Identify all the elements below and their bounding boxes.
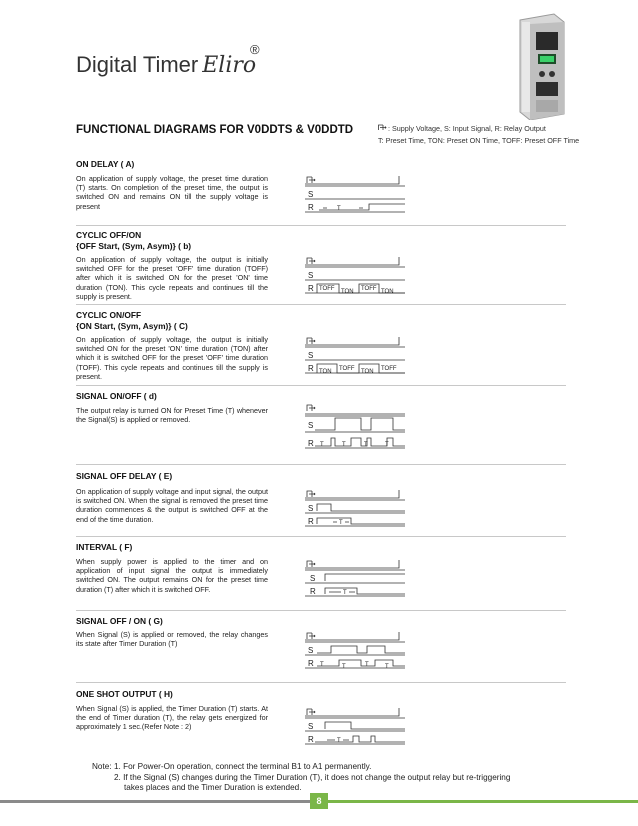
supply-voltage-icon xyxy=(378,123,388,135)
diagram-label-s: S xyxy=(308,190,314,199)
mode-desc-f: When supply power is applied to the timer and on application of input signal the output is immediately switched ON. The output remains ON for the preset time duration (T) after which it is switched OFF. xyxy=(76,557,268,594)
diagram-label-s: S xyxy=(308,271,314,280)
mode-title-f: INTERVAL ( F) xyxy=(76,542,133,552)
mode-title-d: SIGNAL ON/OFF ( d) xyxy=(76,391,157,401)
timing-diagram-g xyxy=(305,628,405,672)
supply-voltage-icon xyxy=(307,338,315,344)
mode-desc-e: On application of supply voltage and input signal, the output is switched ON. When the signal is removed the preset time duration commences & the output is switched OFF at the end of the time duration. xyxy=(76,487,268,524)
divider xyxy=(76,682,566,683)
diagram-label-t: T xyxy=(320,442,324,448)
diagram-label-t: T xyxy=(342,664,346,670)
diagram-label-t: T xyxy=(364,442,368,448)
diagram-label-s: S xyxy=(310,574,316,583)
brand-name: Digital Timer xyxy=(76,52,199,77)
brand-title xyxy=(76,52,256,78)
mode-title-h: ONE SHOT OUTPUT ( H) xyxy=(76,689,173,699)
diagram-label-t: T xyxy=(342,442,346,448)
mode-desc-g: When Signal (S) is applied or removed, the relay changes its state after Timer Duration (T) xyxy=(76,630,268,649)
diagram-label-ton: TON xyxy=(361,369,374,375)
timing-diagram-c xyxy=(305,333,405,377)
divider xyxy=(76,464,566,465)
diagram-label-ton: TON xyxy=(341,289,354,295)
diagram-label-s: S xyxy=(308,646,314,655)
page-number: 8 xyxy=(310,793,328,809)
diagram-label-t: T xyxy=(339,520,343,526)
divider xyxy=(76,610,566,611)
mode-desc-h: When Signal (S) is applied, the Timer Duration (T) starts. At the end of Timer duration (T), the relay gets energized for approximately 1 sec.(Refer Note : 2) xyxy=(76,704,268,732)
diagram-label-r: R xyxy=(308,284,314,293)
divider xyxy=(76,385,566,386)
mode-desc-b: On application of supply voltage, the output is initially switched OFF for the preset 'OFF' time duration (TOFF) after which it is switched ON for the preset 'ON' time duration (TON). This cycle repeats and continues till the supply is present. xyxy=(76,255,268,301)
diagram-label-toff: TOFF xyxy=(319,286,335,292)
registered-mark: ® xyxy=(250,42,260,57)
footer-rule-right xyxy=(328,800,638,803)
mode-desc-c: On application of supply voltage, the output is initially switched ON for the preset 'ON' time duration (TON) after which it is switched OFF for the preset 'OFF' time duration (TOFF). This cycle repeats and continues till the supply is present. xyxy=(76,335,268,381)
diagram-label-r: R xyxy=(308,203,314,212)
diagram-label-ton: TON xyxy=(381,289,394,295)
diagram-label-toff: TOFF xyxy=(361,286,377,292)
brand-script-logo: Eliro xyxy=(202,53,257,78)
footer-rule-left xyxy=(0,800,310,803)
diagram-label-r: R xyxy=(308,659,314,668)
mode-title-c: CYCLIC ON/OFF xyxy=(76,310,142,320)
diagram-label-toff: TOFF xyxy=(381,366,397,372)
diagram-label-t: T xyxy=(337,206,341,212)
mode-subtitle-b: {OFF Start, (Sym, Asym)} ( b) xyxy=(76,241,192,251)
mode-subtitle-c: {ON Start, (Sym, Asym)} ( C) xyxy=(76,321,188,331)
diagram-label-r: R xyxy=(308,364,314,373)
supply-voltage-icon xyxy=(307,258,315,264)
supply-voltage-icon xyxy=(307,633,315,639)
timing-diagram-e xyxy=(305,486,405,530)
diagram-label-r: R xyxy=(310,587,316,596)
legend xyxy=(378,123,579,147)
timing-diagram-d xyxy=(305,400,405,452)
note-2-continued: takes places and the Timer Duration is extended. xyxy=(124,783,302,792)
mode-title-b: CYCLIC OFF/ON xyxy=(76,230,142,240)
supply-voltage-icon xyxy=(307,561,315,567)
diagram-label-t: T xyxy=(385,442,389,448)
timing-diagram-f xyxy=(305,556,405,600)
timing-diagram-h xyxy=(305,704,405,748)
note-2: 2. If the Signal (S) changes during the Timer Duration (T), it does not change the output relay but re-triggering xyxy=(114,773,511,782)
note-label: Note: xyxy=(92,762,112,771)
diagram-label-t: T xyxy=(385,664,389,670)
supply-voltage-icon xyxy=(307,177,315,183)
timer-device-image xyxy=(506,10,568,120)
diagram-label-s: S xyxy=(308,504,314,513)
note-1: 1. For Power-On operation, connect the terminal B1 to A1 permanently. xyxy=(114,762,372,771)
diagram-label-t: T xyxy=(320,662,324,668)
diagram-label-s: S xyxy=(308,421,314,430)
supply-voltage-icon xyxy=(307,405,315,411)
divider xyxy=(76,304,566,305)
mode-desc-a: On application of supply voltage, the preset time duration (T) starts. On completion of the preset time, the output is switched ON and remains ON till the supply voltage is present xyxy=(76,174,268,211)
legend-line-2: T: Preset Time, TON: Preset ON Time, TOFF: Preset OFF Time xyxy=(378,136,580,145)
timing-diagram-a xyxy=(305,172,405,216)
supply-voltage-icon xyxy=(307,491,315,497)
mode-desc-d: The output relay is turned ON for Preset Time (T) whenever the Signal(S) is applied or removed. xyxy=(76,406,268,425)
diagram-label-toff: TOFF xyxy=(339,366,355,372)
divider xyxy=(76,536,566,537)
divider xyxy=(76,225,566,226)
diagram-label-ton: TON xyxy=(319,369,332,375)
diagram-label-t: T xyxy=(337,738,341,744)
diagram-label-r: R xyxy=(308,735,314,744)
diagram-label-r: R xyxy=(308,517,314,526)
legend-line-1: : Supply Voltage, S: Input Signal, R: Relay Output xyxy=(378,123,579,135)
mode-title-a: ON DELAY ( A) xyxy=(76,159,135,169)
section-title: FUNCTIONAL DIAGRAMS FOR V0DDTS & V0DDTD xyxy=(76,124,354,136)
timing-diagram-b xyxy=(305,253,405,297)
supply-voltage-icon xyxy=(307,709,315,715)
diagram-label-t: T xyxy=(365,662,369,668)
diagram-label-s: S xyxy=(308,722,314,731)
diagram-label-t: T xyxy=(343,590,347,596)
mode-title-g: SIGNAL OFF / ON ( G) xyxy=(76,616,163,626)
diagram-label-s: S xyxy=(308,351,314,360)
mode-title-e: SIGNAL OFF DELAY ( E) xyxy=(76,471,173,481)
diagram-label-r: R xyxy=(308,439,314,448)
